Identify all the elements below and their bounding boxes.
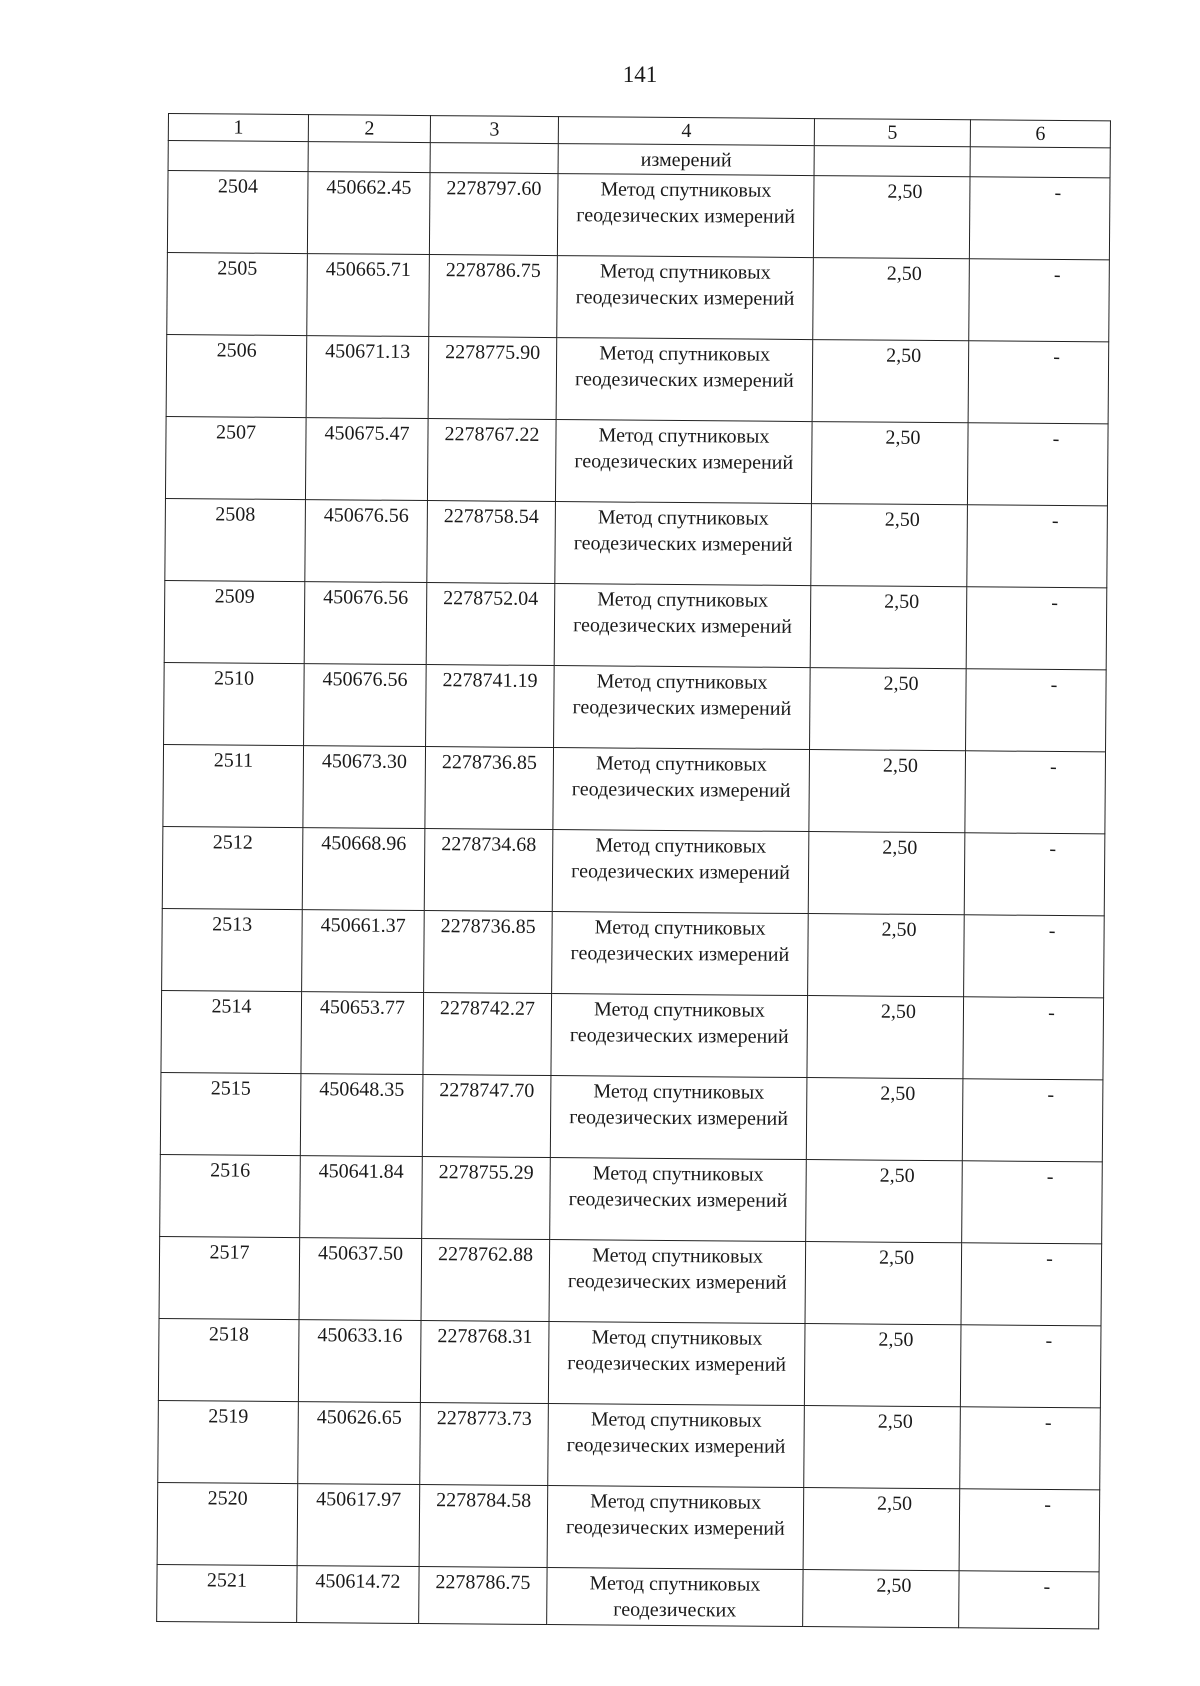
note: - (959, 1571, 1099, 1629)
header-cell-1: 1 (168, 114, 308, 142)
page-number: 141 (622, 62, 658, 87)
table-row (158, 1318, 1101, 1407)
coord-y: 2278767.22 (427, 419, 556, 502)
header-cell-2: 2 (308, 115, 430, 143)
accuracy: 2,50 (803, 1570, 959, 1628)
point-number: 2517 (159, 1236, 300, 1319)
point-number: 2510 (164, 662, 305, 745)
continuation-cell (814, 146, 970, 177)
coord-x: 450668.96 (302, 828, 425, 911)
method: Метод спутниковых геодезических измерений (556, 338, 813, 422)
header-cell-5: 5 (814, 119, 970, 147)
table-row (167, 252, 1110, 341)
table-row (160, 1072, 1103, 1161)
point-number: 2512 (162, 826, 303, 909)
method: Метод спутниковых геодезических измерений (547, 1486, 804, 1570)
note: - (962, 1161, 1103, 1244)
table-row (160, 1154, 1103, 1243)
method: Метод спутниковых геодезических измерений (557, 256, 814, 340)
coord-x: 450641.84 (300, 1156, 423, 1239)
point-number: 2505 (167, 252, 308, 335)
coord-y: 2278752.04 (426, 583, 555, 666)
method: Метод спутниковых геодезических измерений (551, 994, 808, 1078)
point-number: 2508 (165, 498, 306, 581)
table-row (167, 171, 1110, 260)
note: - (959, 1489, 1100, 1572)
coord-y: 2278773.73 (420, 1403, 549, 1486)
continuation-method: измерений (558, 144, 814, 176)
note: - (969, 177, 1110, 260)
method: Метод спутниковых геодезических измерений (553, 748, 810, 832)
coord-y: 2278797.60 (429, 173, 558, 256)
coord-x: 450676.56 (305, 500, 428, 583)
header-cell-6: 6 (970, 120, 1110, 148)
method: Метод спутниковых геодезических измерений (557, 174, 814, 258)
coord-y: 2278768.31 (420, 1321, 549, 1404)
accuracy: 2,50 (803, 1488, 960, 1571)
coord-y: 2278741.19 (426, 665, 555, 748)
table-row (162, 826, 1105, 915)
table-row (161, 990, 1104, 1079)
point-number: 2520 (157, 1482, 298, 1565)
note: - (962, 1079, 1103, 1162)
table-row (165, 416, 1108, 505)
note: - (968, 341, 1109, 424)
coord-y: 2278736.85 (424, 911, 553, 994)
coord-y: 2278742.27 (423, 993, 552, 1076)
coord-y: 2278758.54 (427, 501, 556, 584)
coord-x: 450661.37 (302, 910, 425, 993)
coord-x: 450665.71 (307, 254, 430, 337)
point-number: 2506 (166, 334, 307, 417)
continuation-cell (168, 141, 308, 172)
point-number: 2504 (167, 171, 308, 254)
accuracy: 2,50 (810, 668, 967, 751)
coordinates-table (156, 113, 1111, 1629)
coord-x: 450626.65 (298, 1402, 421, 1485)
header-cell-4: 4 (558, 117, 814, 146)
table-row (157, 1482, 1100, 1571)
method: Метод спутниковых геодезических измерений (549, 1240, 806, 1324)
method: Метод спутниковых геодезических измерений (550, 1158, 807, 1242)
accuracy: 2,50 (811, 422, 968, 505)
point-number: 2516 (160, 1154, 301, 1237)
coord-y: 2278775.90 (428, 337, 557, 420)
point-number: 2521 (157, 1564, 297, 1622)
accuracy: 2,50 (808, 914, 965, 997)
table-row (158, 1400, 1101, 1489)
coord-y: 2278755.29 (422, 1157, 551, 1240)
table-row (163, 744, 1106, 833)
method: Метод спутниковых геодезических измерений (552, 912, 809, 996)
table-row (159, 1236, 1102, 1325)
point-number: 2518 (158, 1318, 299, 1401)
coord-y: 2278784.58 (419, 1485, 548, 1568)
coord-x: 450614.72 (297, 1566, 419, 1624)
point-number: 2513 (162, 908, 303, 991)
method: Метод спутниковых геодезических измерений (555, 502, 812, 586)
accuracy: 2,50 (813, 258, 970, 341)
coord-x: 450676.56 (304, 582, 427, 665)
method: Метод спутниковых геодезических измерений (548, 1404, 805, 1488)
accuracy: 2,50 (807, 996, 964, 1079)
coord-x: 450637.50 (299, 1238, 422, 1321)
coord-x: 450673.30 (303, 746, 426, 829)
coord-y: 2278736.85 (425, 747, 554, 830)
coord-y: 2278762.88 (421, 1239, 550, 1322)
coord-x: 450671.13 (306, 336, 429, 419)
table-row (164, 580, 1107, 669)
point-number: 2509 (164, 580, 305, 663)
table-row (157, 1564, 1099, 1628)
table-row (165, 498, 1108, 587)
note: - (960, 1407, 1101, 1490)
continuation-cell (970, 147, 1110, 178)
header-cell-3: 3 (430, 116, 558, 144)
method: Метод спутниковых геодезических измерений (554, 666, 811, 750)
accuracy: 2,50 (811, 504, 968, 587)
note: - (966, 587, 1107, 670)
point-number: 2507 (165, 416, 306, 499)
method: Метод спутниковых геодезических измерений (550, 1076, 807, 1160)
coord-x: 450653.77 (301, 992, 424, 1075)
coord-x: 450633.16 (298, 1320, 421, 1403)
note: - (966, 669, 1107, 752)
method: Метод спутниковых геодезических (547, 1568, 803, 1627)
accuracy: 2,50 (812, 340, 969, 423)
coord-x: 450662.45 (307, 172, 430, 255)
coord-y: 2278786.75 (429, 255, 558, 338)
note: - (967, 505, 1108, 588)
accuracy: 2,50 (804, 1324, 961, 1407)
table-row (166, 334, 1109, 423)
table-row (164, 662, 1107, 751)
coord-y: 2278786.75 (419, 1567, 547, 1625)
coordinates-table-wrapper (156, 113, 1111, 1629)
coord-x: 450617.97 (297, 1484, 420, 1567)
point-number: 2515 (160, 1072, 301, 1155)
accuracy: 2,50 (806, 1160, 963, 1243)
table-row (162, 908, 1105, 997)
method: Метод спутниковых геодезических измерений (555, 420, 812, 504)
note: - (965, 751, 1106, 834)
coord-x: 450676.56 (304, 664, 427, 747)
note: - (963, 997, 1104, 1080)
accuracy: 2,50 (804, 1406, 961, 1489)
continuation-cell (430, 143, 558, 174)
point-number: 2511 (163, 744, 304, 827)
method: Метод спутниковых геодезических измерений (552, 830, 809, 914)
accuracy: 2,50 (813, 176, 970, 259)
point-number: 2519 (158, 1400, 299, 1483)
note: - (964, 833, 1105, 916)
point-number: 2514 (161, 990, 302, 1073)
note: - (967, 423, 1108, 506)
accuracy: 2,50 (810, 586, 967, 669)
note: - (964, 915, 1105, 998)
continuation-cell (308, 142, 430, 173)
accuracy: 2,50 (806, 1078, 963, 1161)
method: Метод спутниковых геодезических измерений (548, 1322, 805, 1406)
accuracy: 2,50 (809, 750, 966, 833)
note: - (969, 259, 1110, 342)
note: - (961, 1243, 1102, 1326)
accuracy: 2,50 (805, 1242, 962, 1325)
method: Метод спутниковых геодезических измерений (554, 584, 811, 668)
coord-x: 450675.47 (305, 418, 428, 501)
coord-y: 2278747.70 (422, 1075, 551, 1158)
coord-x: 450648.35 (300, 1074, 423, 1157)
note: - (960, 1325, 1101, 1408)
coord-y: 2278734.68 (424, 829, 553, 912)
accuracy: 2,50 (808, 832, 965, 915)
